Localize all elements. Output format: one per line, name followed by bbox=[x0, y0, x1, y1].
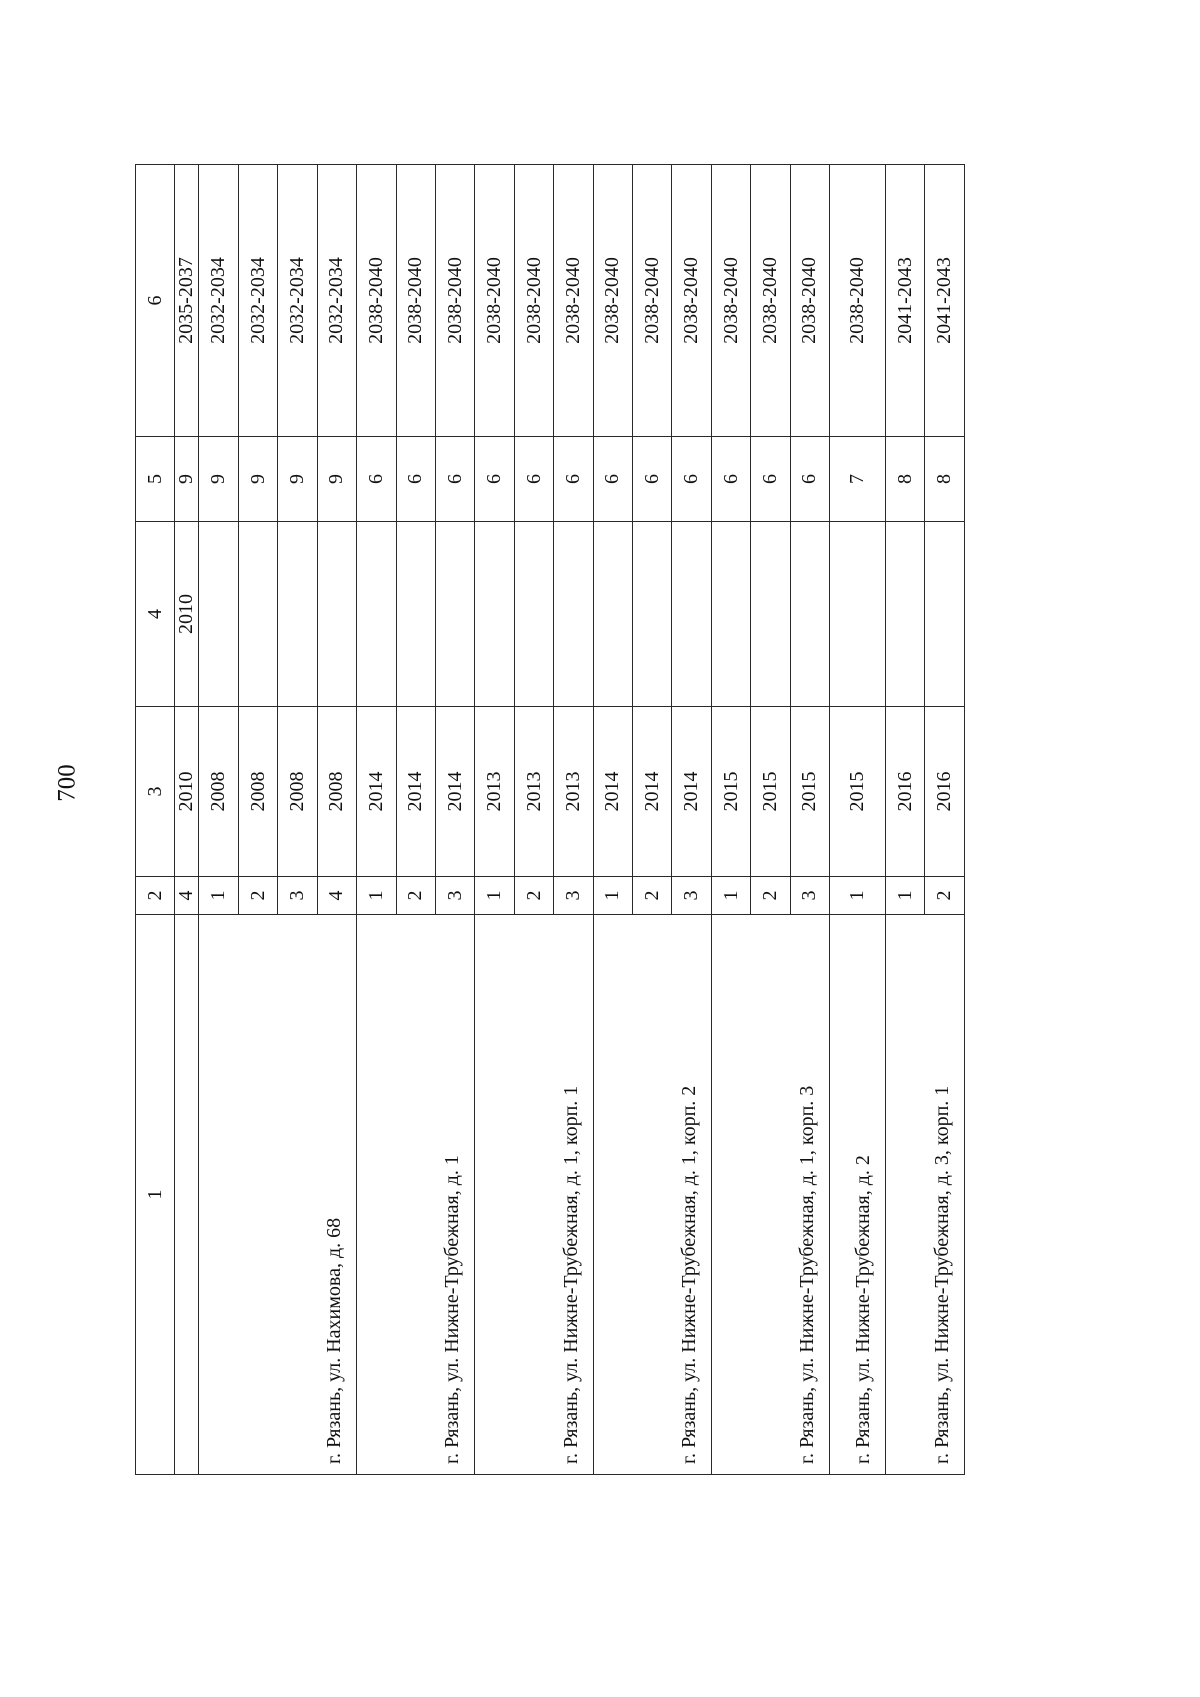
year-built-cell: 2015 bbox=[711, 707, 750, 877]
year-built-cell: 2014 bbox=[357, 707, 396, 877]
floors-cell: 6 bbox=[357, 437, 396, 522]
table-row bbox=[830, 165, 886, 1475]
table-body bbox=[136, 165, 965, 1475]
period-cell: 2038-2040 bbox=[435, 165, 474, 437]
year-repair-cell bbox=[633, 522, 672, 707]
address-cell: г. Рязань, ул. Нижне-Трубежная, д. 3, корп. 1 bbox=[886, 915, 965, 1475]
table-row bbox=[475, 165, 514, 1475]
header-cell: 4 bbox=[136, 522, 175, 707]
entrance-cell: 3 bbox=[672, 877, 711, 915]
year-repair-cell bbox=[514, 522, 553, 707]
year-repair-cell: 2010 bbox=[175, 522, 199, 707]
year-built-cell: 2015 bbox=[751, 707, 790, 877]
year-repair-cell bbox=[886, 522, 925, 707]
entrance-cell: 3 bbox=[790, 877, 829, 915]
period-cell: 2038-2040 bbox=[830, 165, 886, 437]
period-cell: 2035-2037 bbox=[175, 165, 199, 437]
period-cell: 2038-2040 bbox=[514, 165, 553, 437]
address-cell: г. Рязань, ул. Нижне-Трубежная, д. 2 bbox=[830, 915, 886, 1475]
table-row bbox=[357, 165, 396, 1475]
address-cell bbox=[175, 915, 199, 1475]
address-cell: г. Рязань, ул. Нижне-Трубежная, д. 1 bbox=[357, 915, 475, 1475]
table-row bbox=[593, 165, 632, 1475]
year-repair-cell bbox=[711, 522, 750, 707]
year-built-cell: 2014 bbox=[435, 707, 474, 877]
table-row bbox=[886, 165, 925, 1475]
period-cell: 2038-2040 bbox=[711, 165, 750, 437]
year-repair-cell bbox=[830, 522, 886, 707]
period-cell: 2038-2040 bbox=[790, 165, 829, 437]
year-built-cell: 2014 bbox=[672, 707, 711, 877]
period-cell: 2032-2034 bbox=[278, 165, 317, 437]
period-cell: 2032-2034 bbox=[317, 165, 356, 437]
page-number: 700 bbox=[53, 764, 81, 802]
period-cell: 2041-2043 bbox=[886, 165, 925, 437]
header-cell: 3 bbox=[136, 707, 175, 877]
floors-cell: 8 bbox=[886, 437, 925, 522]
header-cell: 1 bbox=[136, 915, 175, 1475]
header-row bbox=[136, 165, 175, 1475]
floors-cell: 6 bbox=[475, 437, 514, 522]
period-cell: 2038-2040 bbox=[633, 165, 672, 437]
period-cell: 2038-2040 bbox=[357, 165, 396, 437]
entrance-cell: 2 bbox=[633, 877, 672, 915]
entrance-cell: 1 bbox=[357, 877, 396, 915]
period-cell: 2032-2034 bbox=[238, 165, 277, 437]
year-repair-cell bbox=[593, 522, 632, 707]
entrance-cell: 2 bbox=[238, 877, 277, 915]
year-repair-cell bbox=[278, 522, 317, 707]
year-repair-cell bbox=[238, 522, 277, 707]
floors-cell: 9 bbox=[175, 437, 199, 522]
address-cell: г. Рязань, ул. Нижне-Трубежная, д. 1, корп. 3 bbox=[711, 915, 829, 1475]
entrance-cell: 2 bbox=[751, 877, 790, 915]
address-cell: г. Рязань, ул. Нахимова, д. 68 bbox=[199, 915, 357, 1475]
period-cell: 2038-2040 bbox=[475, 165, 514, 437]
year-built-cell: 2010 bbox=[175, 707, 199, 877]
floors-cell: 9 bbox=[238, 437, 277, 522]
period-cell: 2038-2040 bbox=[554, 165, 593, 437]
entrance-cell: 3 bbox=[435, 877, 474, 915]
period-cell: 2038-2040 bbox=[593, 165, 632, 437]
entrance-cell: 2 bbox=[396, 877, 435, 915]
year-built-cell: 2008 bbox=[199, 707, 238, 877]
period-cell: 2038-2040 bbox=[751, 165, 790, 437]
entrance-cell: 4 bbox=[317, 877, 356, 915]
year-built-cell: 2014 bbox=[593, 707, 632, 877]
entrance-cell: 1 bbox=[593, 877, 632, 915]
year-built-cell: 2016 bbox=[886, 707, 925, 877]
year-repair-cell bbox=[554, 522, 593, 707]
period-cell: 2038-2040 bbox=[672, 165, 711, 437]
floors-cell: 6 bbox=[711, 437, 750, 522]
year-built-cell: 2008 bbox=[317, 707, 356, 877]
table-row bbox=[711, 165, 750, 1475]
period-cell: 2041-2043 bbox=[925, 165, 965, 437]
year-repair-cell bbox=[199, 522, 238, 707]
floors-cell: 6 bbox=[396, 437, 435, 522]
entrance-cell: 1 bbox=[711, 877, 750, 915]
data-table bbox=[135, 164, 965, 1475]
period-cell: 2032-2034 bbox=[199, 165, 238, 437]
entrance-cell: 2 bbox=[514, 877, 553, 915]
year-repair-cell bbox=[672, 522, 711, 707]
year-repair-cell bbox=[357, 522, 396, 707]
floors-cell: 6 bbox=[514, 437, 553, 522]
table-row bbox=[199, 165, 238, 1475]
floors-cell: 6 bbox=[554, 437, 593, 522]
address-cell: г. Рязань, ул. Нижне-Трубежная, д. 1, корп. 2 bbox=[593, 915, 711, 1475]
floors-cell: 6 bbox=[672, 437, 711, 522]
floors-cell: 6 bbox=[593, 437, 632, 522]
year-repair-cell bbox=[475, 522, 514, 707]
rotated-table-wrapper bbox=[135, 165, 965, 1475]
year-repair-cell bbox=[790, 522, 829, 707]
entrance-cell: 1 bbox=[830, 877, 886, 915]
header-cell: 5 bbox=[136, 437, 175, 522]
year-built-cell: 2014 bbox=[396, 707, 435, 877]
floors-cell: 6 bbox=[751, 437, 790, 522]
entrance-cell: 1 bbox=[475, 877, 514, 915]
year-built-cell: 2015 bbox=[790, 707, 829, 877]
address-cell: г. Рязань, ул. Нижне-Трубежная, д. 1, корп. 1 bbox=[475, 915, 593, 1475]
year-built-cell: 2013 bbox=[554, 707, 593, 877]
floors-cell: 6 bbox=[790, 437, 829, 522]
header-cell: 2 bbox=[136, 877, 175, 915]
year-repair-cell bbox=[317, 522, 356, 707]
entrance-cell: 1 bbox=[199, 877, 238, 915]
header-cell: 6 bbox=[136, 165, 175, 437]
table-row bbox=[175, 165, 199, 1475]
floors-cell: 6 bbox=[435, 437, 474, 522]
year-built-cell: 2016 bbox=[925, 707, 965, 877]
year-built-cell: 2008 bbox=[238, 707, 277, 877]
period-cell: 2038-2040 bbox=[396, 165, 435, 437]
year-repair-cell bbox=[435, 522, 474, 707]
entrance-cell: 2 bbox=[925, 877, 965, 915]
floors-cell: 9 bbox=[199, 437, 238, 522]
entrance-cell: 3 bbox=[554, 877, 593, 915]
entrance-cell: 4 bbox=[175, 877, 199, 915]
floors-cell: 8 bbox=[925, 437, 965, 522]
year-built-cell: 2013 bbox=[475, 707, 514, 877]
entrance-cell: 3 bbox=[278, 877, 317, 915]
year-built-cell: 2013 bbox=[514, 707, 553, 877]
year-built-cell: 2014 bbox=[633, 707, 672, 877]
floors-cell: 6 bbox=[633, 437, 672, 522]
year-repair-cell bbox=[396, 522, 435, 707]
floors-cell: 9 bbox=[278, 437, 317, 522]
year-repair-cell bbox=[751, 522, 790, 707]
year-built-cell: 2008 bbox=[278, 707, 317, 877]
year-repair-cell bbox=[925, 522, 965, 707]
floors-cell: 9 bbox=[317, 437, 356, 522]
floors-cell: 7 bbox=[830, 437, 886, 522]
entrance-cell: 1 bbox=[886, 877, 925, 915]
year-built-cell: 2015 bbox=[830, 707, 886, 877]
